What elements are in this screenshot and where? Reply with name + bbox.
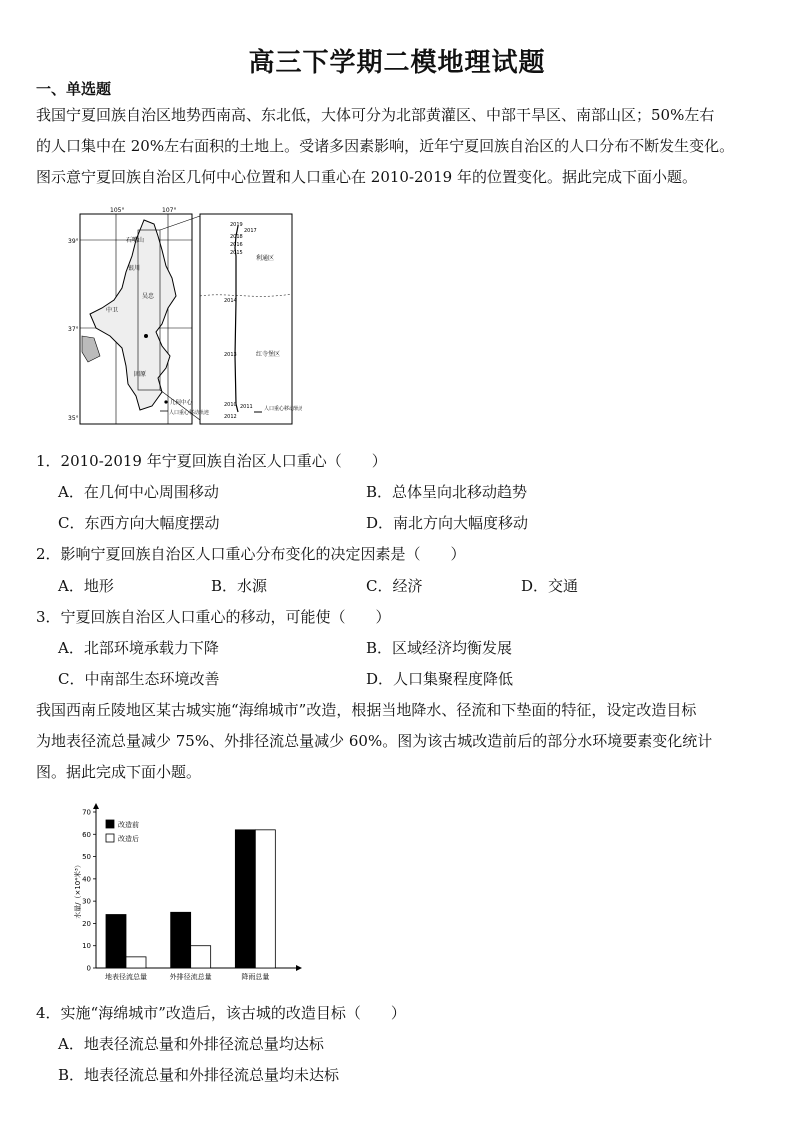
lat-label: 37° xyxy=(68,326,79,333)
year-label: 2014 xyxy=(224,298,237,304)
year-label: 2015 xyxy=(230,250,243,256)
year-label: 2019 xyxy=(230,222,243,228)
zone-label: 红寺堡区 xyxy=(256,351,281,358)
option-3d[interactable]: D．人口集聚程度降低 xyxy=(366,670,514,688)
lat-label: 35° xyxy=(68,415,79,422)
option-3b[interactable]: B．区域经济均衡发展 xyxy=(366,639,513,657)
page-title: 高三下学期二模地理试题 xyxy=(248,48,546,78)
option-1a[interactable]: A．在几何中心周围移动 xyxy=(58,483,219,501)
y-axis-arrow-icon xyxy=(93,803,99,809)
bar-after xyxy=(255,830,275,968)
city-label: 中卫 xyxy=(106,307,119,314)
passage-line: 我国西南丘陵地区某古城实施“海绵城市”改造，根据当地降水、径流和下垫面的特征，设定改造目标 xyxy=(36,701,697,719)
lon-label: 107° xyxy=(162,207,177,214)
question-3: 3．宁夏回族自治区人口重心的移动，可能使（ ） xyxy=(36,608,391,626)
passage-2 xyxy=(36,695,766,788)
legend-swatch xyxy=(106,834,114,842)
passage-line: 图。据此完成下面小题。 xyxy=(36,763,202,781)
bar-after xyxy=(191,946,211,968)
passage-1 xyxy=(36,100,766,193)
city-label: 吴忠 xyxy=(142,293,155,300)
zone-label: 利通区 xyxy=(256,255,275,262)
option-2d[interactable]: D．交通 xyxy=(521,577,579,595)
x-tick-label: 外排径流总量 xyxy=(169,973,212,981)
lon-label: 105° xyxy=(110,207,125,214)
connector-line xyxy=(160,216,200,230)
x-axis-arrow-icon xyxy=(296,965,302,971)
question-4: 4．实施“海绵城市”改造后，该古城的改造目标（ ） xyxy=(36,1004,406,1022)
question-1: 1．2010-2019 年宁夏回族自治区人口重心（ ） xyxy=(36,452,387,470)
bar-before xyxy=(171,912,191,968)
year-label: 2010 xyxy=(224,402,237,408)
passage-line: 我国宁夏回族自治区地势西南高、东北低，大体可分为北部黄灌区、中部干旱区、南部山区；50%左右 xyxy=(36,106,715,124)
city-label: 石嘴山 xyxy=(126,237,145,244)
neighbor-region xyxy=(82,336,100,362)
legend-track-label: 人口重心移动轨迹 xyxy=(169,410,210,416)
x-tick-label: 降雨总量 xyxy=(241,973,270,981)
legend-center-icon xyxy=(164,400,167,403)
year-label: 2011 xyxy=(240,404,253,410)
option-2a[interactable]: A．地形 xyxy=(58,577,114,595)
lat-label: 39° xyxy=(68,238,79,245)
y-axis-label: 水量/（×10⁴米³） xyxy=(74,861,82,919)
section-heading: 一、单选题 xyxy=(36,80,112,98)
passage-line: 为地表径流总量减少 75%、外排径流总量减少 60%。图为该古城改造前后的部分水环境要素变化统计 xyxy=(36,732,713,750)
water-bar-chart xyxy=(70,800,306,986)
bar-before xyxy=(235,830,255,968)
province-outline xyxy=(90,220,176,410)
option-4b[interactable]: B．地表径流总量和外排径流总量均未达标 xyxy=(58,1066,340,1084)
year-label: 2013 xyxy=(224,352,237,358)
legend-label: 改造后 xyxy=(118,835,139,843)
option-1b[interactable]: B．总体呈向北移动趋势 xyxy=(366,483,528,501)
district-boundary xyxy=(200,294,292,296)
water-chart-figure xyxy=(70,800,306,990)
city-label: 银川 xyxy=(128,265,141,272)
y-tick-label: 40 xyxy=(82,875,91,884)
bar-before xyxy=(106,915,126,968)
legend-center-label: 几何中心 xyxy=(170,400,193,406)
x-tick-label: 地表径流总量 xyxy=(105,973,147,981)
y-tick-label: 50 xyxy=(82,853,91,862)
option-1d[interactable]: D．南北方向大幅度移动 xyxy=(366,514,529,532)
ningxia-map xyxy=(66,206,302,428)
city-label: 固原 xyxy=(134,371,147,378)
y-tick-label: 30 xyxy=(82,897,91,906)
question-2: 2．影响宁夏回族自治区人口重心分布变化的决定因素是（ ） xyxy=(36,545,466,563)
option-4a[interactable]: A．地表径流总量和外排径流总量均达标 xyxy=(58,1035,324,1053)
y-tick-label: 60 xyxy=(82,830,91,839)
year-label: 2018 xyxy=(230,234,243,240)
passage-line: 图示意宁夏回族自治区几何中心位置和人口重心在 2010-2019 年的位置变化。据此完成下面小题。 xyxy=(36,168,697,186)
legend-swatch xyxy=(106,820,114,828)
year-label: 2012 xyxy=(224,414,237,420)
bar-after xyxy=(126,957,146,968)
y-tick-label: 20 xyxy=(82,919,91,928)
legend-label: 改造前 xyxy=(118,821,139,829)
option-2c[interactable]: C．经济 xyxy=(366,577,423,595)
y-tick-label: 70 xyxy=(82,808,91,817)
map-frame-right xyxy=(200,214,292,424)
year-label: 2017 xyxy=(244,228,257,234)
option-1c[interactable]: C．东西方向大幅度摆动 xyxy=(58,514,220,532)
y-tick-label: 0 xyxy=(86,964,91,973)
ningxia-map-figure xyxy=(66,206,302,432)
option-3a[interactable]: A．北部环境承载力下降 xyxy=(58,639,219,657)
year-label: 2016 xyxy=(230,242,243,248)
option-3c[interactable]: C．中南部生态环境改善 xyxy=(58,670,220,688)
geometric-center-icon xyxy=(144,334,148,338)
passage-line: 的人口集中在 20%左右面积的土地上。受诸多因素影响，近年宁夏回族自治区的人口分布不断发生变化。 xyxy=(36,137,735,155)
legend-track-label: 人口重心移动轨迹 xyxy=(264,406,302,412)
y-tick-label: 10 xyxy=(82,942,91,951)
option-2b[interactable]: B．水源 xyxy=(211,577,268,595)
